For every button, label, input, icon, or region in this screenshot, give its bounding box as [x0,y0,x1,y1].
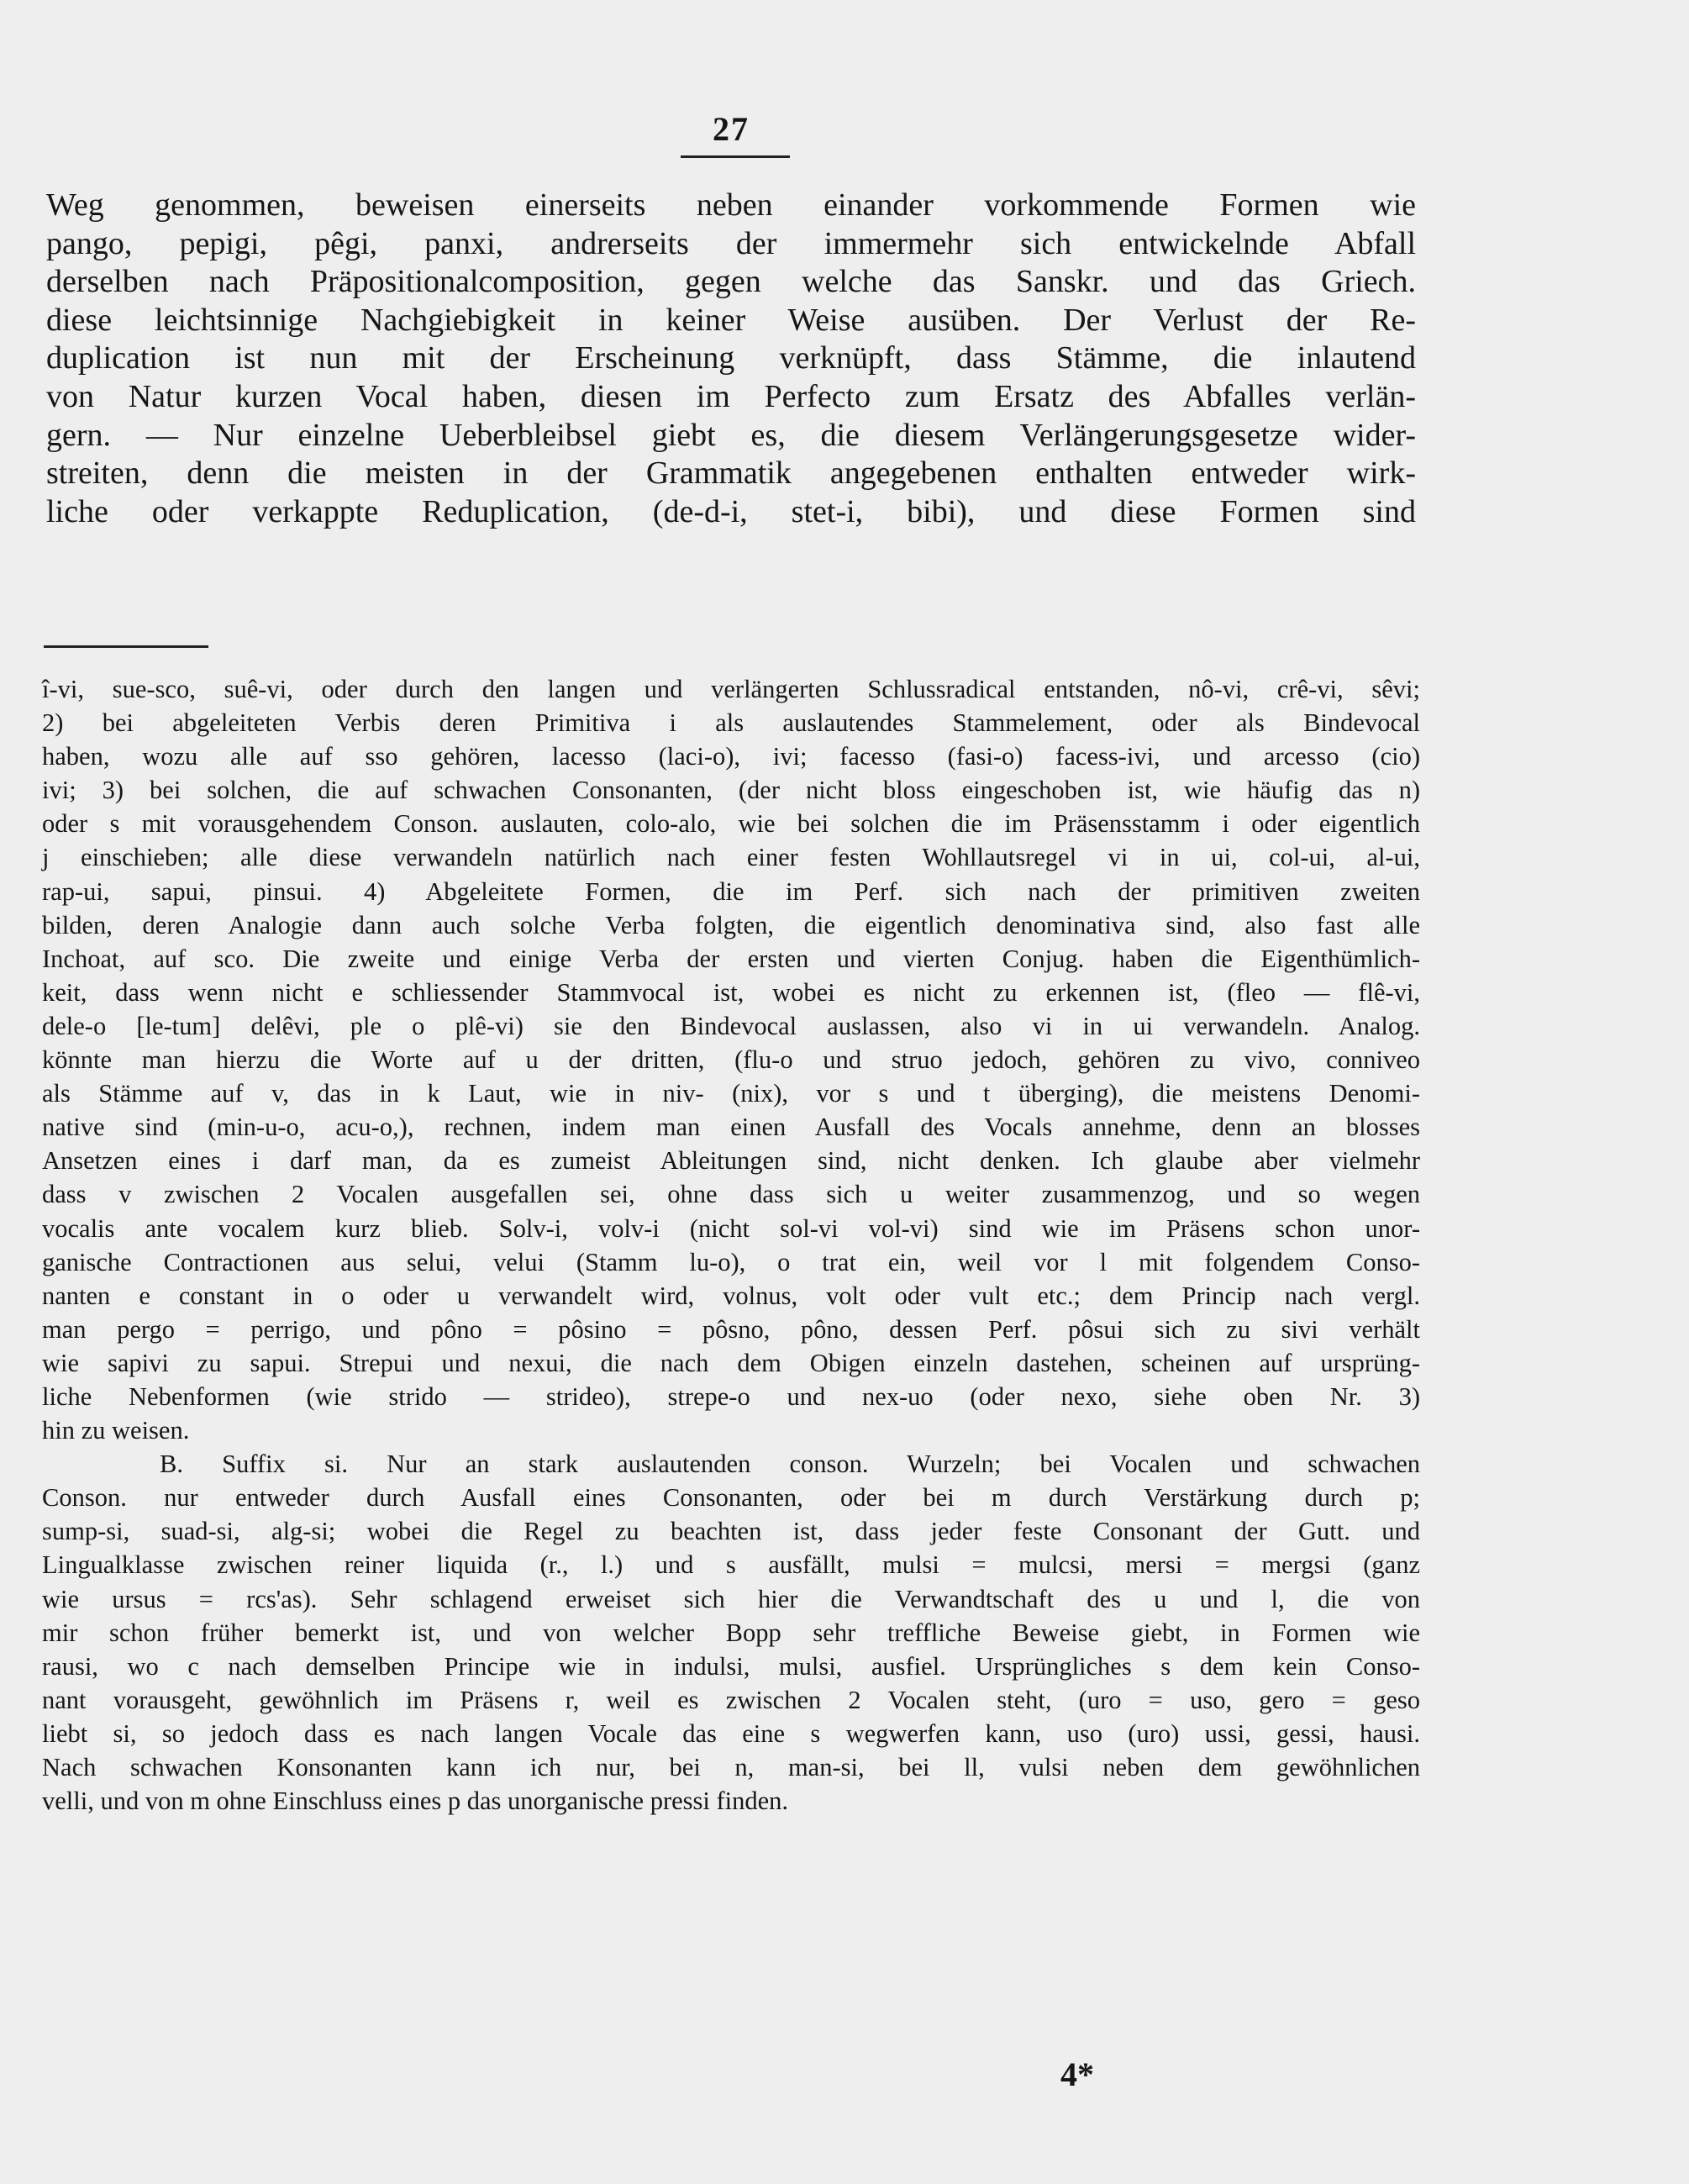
footnote-line: hin zu weisen. [42,1416,190,1445]
footnote-line: dele-o [le-tum] delêvi, ple o plê-vi) sie den Bindevocal auslassen, also vi in ui verwandeln. Analog. [42,1011,1420,1040]
footnote-line: ganische Contractionen aus selui, velui (Stamm lu-o), o trat ein, weil vor l mit folgendem Conso- [42,1247,1420,1276]
main-text-line: liche oder verkappte Reduplication, (de-d-i, stet-i, bibi), und diese Formen sind [46,493,1416,529]
page-number: 27 [713,110,750,148]
footnote-line: Nach schwachen Konsonanten kann ich nur, bei n, man-si, bei ll, vulsi neben dem gewöhnlichen [42,1753,1420,1781]
footnote-line: Conson. nur entweder durch Ausfall eines Consonanten, oder bei m durch Verstärkung durch p; [42,1483,1420,1513]
main-text-line: streiten, denn die meisten in der Grammatik angegebenen enthalten entweder wirk- [46,455,1416,492]
footnote-line: wie ursus = rcs'as). Sehr schlagend erweiset sich hier die Verwandtschaft des u und l, die von [42,1584,1420,1613]
footnote-line: liche Nebenformen (wie strido — strideo), strepe-o und nex-uo (oder nexo, siehe oben Nr. 3) [42,1381,1420,1411]
footnote-line: rausi, wo c nach demselben Principe wie in indulsi, mulsi, ausfiel. Ursprüngliches s dem kein Conso- [42,1651,1420,1681]
footnote-line: B. Suffix si. Nur an stark auslautenden conson. Wurzeln; bei Vocalen und schwachen [160,1450,1420,1479]
footnote-line: als Stämme auf v, das in k Laut, wie in niv- (nix), vor s und t überging), die meistens Denomi- [42,1079,1420,1108]
footnote-line: velli, und von m ohne Einschluss eines p das unorganische pressi finden. [42,1787,789,1816]
footnote-line: native sind (min-u-o, acu-o,), rechnen, indem man einen Ausfall des Vocals annehme, denn an blosses [42,1113,1420,1142]
main-text-block [46,187,1416,531]
footnote-line: Ansetzen eines i darf man, da es zumeist Ableitungen sind, nicht denken. Ich glaube aber vielmehr [42,1146,1420,1176]
main-text-line: duplication ist nun mit der Erscheinung verknüpft, dass Stämme, die inlautend [46,340,1416,376]
footnote-line: haben, wozu alle auf sso gehören, lacesso (laci-o), ivi; facesso (fasi-o) facess-ivi, und arcesso (cio) [42,742,1420,771]
footnote-line: keit, dass wenn nicht e schliessender Stammvocal ist, wobei es nicht zu erkennen ist, (fleo — flê-vi, [42,977,1420,1007]
footnote-block [42,672,1420,1818]
printer-signature-mark: 4* [1060,2055,1094,2093]
footnote-line: liebt si, so jedoch dass es nach langen Vocale das eine s wegwerfen kann, uso (uro) ussi, gessi, hausi. [42,1718,1420,1748]
footnote-line: mir schon früher bemerkt ist, und von welcher Bopp sehr treffliche Beweise giebt, in Formen wie [42,1618,1420,1647]
footnote-line: man pergo = perrigo, und pôno = pôsino = pôsno, pôno, dessen Perf. pôsui sich zu sivi verhält [42,1314,1420,1344]
footnote-line: dass v zwischen 2 Vocalen ausgefallen sei, ohne dass sich u weiter zusammenzog, und so wegen [42,1180,1420,1209]
footnote-line: 2) bei abgeleiteten Verbis deren Primitiva i als auslautendes Stammelement, oder als Bindevocal [42,708,1420,738]
footnote-line: könnte man hierzu die Worte auf u der dritten, (flu-o und struo jedoch, gehören zu vivo, conniveo [42,1045,1420,1075]
main-text-line: pango, pepigi, pêgi, panxi, andrerseits der immermehr sich entwickelnde Abfall [46,225,1416,261]
footnote-line: bilden, deren Analogie dann auch solche Verba folgten, die eigentlich denominativa sind, also fast alle [42,910,1420,939]
main-text-line: von Natur kurzen Vocal haben, diesen im Perfecto zum Ersatz des Abfalles verlän- [46,378,1416,414]
footnote-line: î-vi, sue-sco, suê-vi, oder durch den langen und verlängerten Schlussradical entstanden, nô-vi, crê-vi, sêvi; [42,675,1420,703]
footnote-line: Lingualklasse zwischen reiner liquida (r., l.) und s ausfällt, mulsi = mulcsi, mersi = mergsi (ganz [42,1550,1420,1580]
footnote-line: Inchoat, auf sco. Die zweite und einige Verba der ersten und vierten Conjug. haben die Eigenthümlich- [42,944,1420,973]
main-text-line: diese leichtsinnige Nachgiebigkeit in keiner Weise ausüben. Der Verlust der Re- [46,302,1416,338]
footnote-line: oder s mit vorausgehendem Conson. auslauten, colo-alo, wie bei solchen die im Präsensstamm i oder eigentlich [42,809,1420,839]
footnote-line: wie sapivi zu sapui. Strepui und nexui, die nach dem Obigen einzeln dastehen, scheinen auf ursprüng- [42,1348,1420,1377]
footnote-line: sump-si, suad-si, alg-si; wobei die Regel zu beachten ist, dass jeder feste Consonant der Gutt. und [42,1517,1420,1546]
footnote-line: ivi; 3) bei solchen, die auf schwachen Consonanten, (der nicht bloss eingeschoben ist, wie häufig das n) [42,776,1420,805]
footnote-line: nant vorausgeht, gewöhnlich im Präsens r, weil es zwischen 2 Vocalen steht, (uro = uso, gero = geso [42,1685,1420,1714]
footnote-line: nanten e constant in o oder u verwandelt wird, volnus, volt oder vult etc.; dem Princip nach vergl. [42,1281,1420,1310]
footnote-line: vocalis ante vocalem kurz blieb. Solv-i, volv-i (nicht sol-vi vol-vi) sind wie im Präsens schon unor- [42,1213,1420,1243]
main-text-line: derselben nach Präpositionalcomposition, gegen welche das Sanskr. und das Griech. [46,264,1416,300]
footnote-line: j einschieben; alle diese verwandeln natürlich nach einer festen Wohllautsregel vi in ui, col-ui, al-ui, [42,843,1420,872]
main-text-line: Weg genommen, beweisen einerseits neben einander vorkommende Formen wie [46,187,1416,223]
page-number-rule [681,155,790,158]
footnote-separator-rule [44,645,208,648]
footnote-line: rap-ui, sapui, pinsui. 4) Abgeleitete Formen, die im Perf. sich nach der primitiven zweiten [42,876,1420,906]
main-text-line: gern. — Nur einzelne Ueberbleibsel giebt es, die diesem Verlängerungsgesetze wider- [46,417,1416,453]
